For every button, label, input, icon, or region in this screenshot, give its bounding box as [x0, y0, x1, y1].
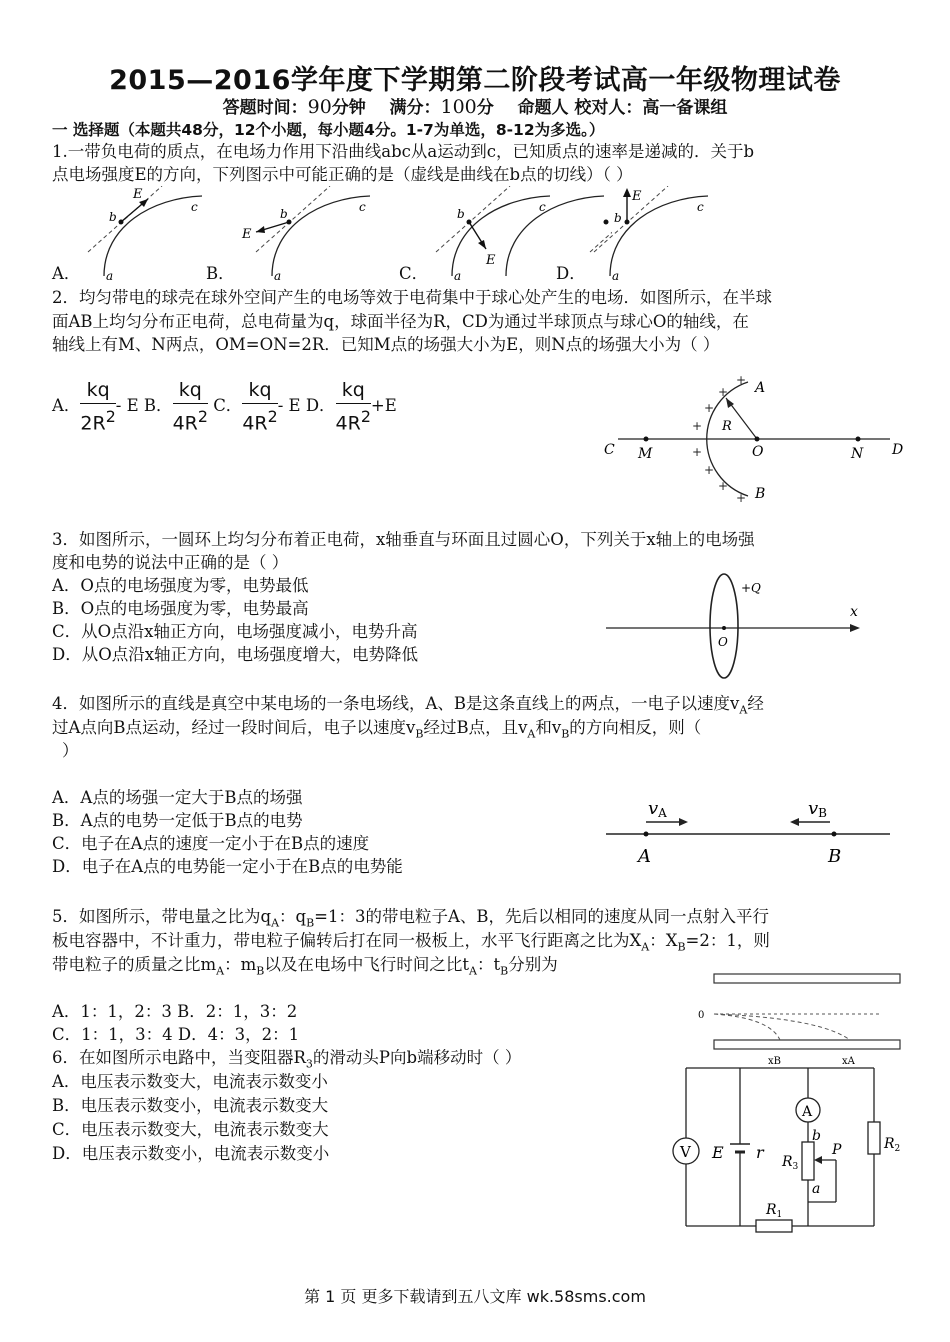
svg-text:+: + [718, 385, 729, 399]
q1d-curve [610, 196, 708, 276]
q1b-label-a: a [274, 269, 282, 283]
q2b-exp: 2 [197, 406, 208, 426]
q3-option-d: D．从O点沿x轴正方向，电场强度增大，电势降低 [52, 645, 419, 664]
q4-line3: ） [62, 741, 79, 760]
q5-s5: A [216, 964, 225, 978]
q2d-num: kq [336, 377, 371, 404]
q5-s1: A [271, 916, 280, 930]
q1-figure-b [241, 186, 370, 283]
svg-text:+: + [718, 479, 729, 493]
q6-label-e: E [712, 1143, 724, 1162]
q2-label-m: M [638, 446, 653, 462]
q2-point-o [755, 437, 760, 442]
q2-label-c: C [604, 442, 615, 458]
q4-vb-arrowhead [790, 818, 799, 826]
q6-label-b: b [812, 1128, 821, 1144]
q1b-label-b: b [280, 207, 288, 221]
q2-option-b-frac [173, 377, 208, 436]
svg-text:+: + [692, 445, 703, 459]
q4-label-a: A [638, 846, 651, 867]
svg-text:+: + [692, 419, 703, 433]
time-unit: 分钟 [331, 98, 366, 118]
q6-circuit [660, 1062, 910, 1242]
time-label: 答题时间： [222, 98, 308, 118]
q4-figure [600, 790, 900, 872]
q4-option-d: D．电子在A点的电势能一定小于在B点的电势能 [52, 857, 403, 876]
q1a-label-b: b [109, 210, 117, 224]
q2-label-b: B [755, 486, 766, 502]
q2-label-d: D [892, 442, 904, 458]
q1-line2: 点电场强度E的方向，下列图示中可能正确的是（虚线是曲线在b点的切线）（ ） [52, 165, 633, 184]
q4-line2-c: 和v [535, 718, 562, 737]
q5-label-o: 0 [698, 1010, 705, 1021]
q6-label-a: a [812, 1181, 821, 1197]
q6-l1a: 6．在如图所示电路中，当变阻器R [52, 1048, 306, 1067]
q1-figures [52, 186, 612, 286]
q2-option-d-label: D． [305, 396, 336, 415]
q1-option-d: D． [556, 264, 586, 283]
q4-line1-sub: A [739, 703, 748, 717]
q1a-label-e: E [133, 187, 143, 202]
q3-line1: 3．如图所示，一圆环上均匀分布着正电荷，x轴垂直与环面且过圆心O，下列关于x轴上的电场强 [52, 530, 755, 549]
q2d-tail: +E [370, 396, 397, 415]
q1-option-b: B． [206, 264, 235, 283]
q5-l3e: 分别为 [508, 955, 558, 974]
q6-option-b: B．电压表示数变小，电流表示数变大 [52, 1096, 329, 1115]
q4-line2-b: 经过B点，且v [423, 718, 528, 737]
q5-s7: A [469, 964, 477, 978]
svg-text:+: + [736, 491, 747, 505]
q5-s3: A [641, 940, 650, 954]
q1d-label-b: b [614, 211, 622, 225]
q2b-num: kq [173, 377, 208, 404]
q4-option-c: C．电子在A点的速度一定小于在B点的速度 [52, 834, 370, 853]
exam-meta [0, 93, 950, 118]
q2-label-a: A [755, 380, 766, 396]
q6-r3 [802, 1142, 814, 1180]
q2d-exp: 2 [360, 406, 371, 426]
q1-figure-d-panel [590, 186, 760, 286]
q1d-tangent [594, 186, 668, 252]
q5-options-ab: A．1：1，2：3 B．2：1，3：2 [52, 1002, 298, 1021]
q1c-label-b: b [457, 207, 465, 221]
q2a-tail: - E [115, 396, 139, 415]
q3-x-arrow [850, 624, 860, 632]
q4-option-a: A．A点的场强一定大于B点的场强 [52, 788, 303, 807]
q5-l3d: ：t [476, 955, 501, 974]
svg-text:+: + [704, 463, 715, 477]
q4-label-vb: vB [808, 798, 827, 820]
svg-text:+: + [704, 401, 715, 415]
q1a-label-a: a [106, 269, 114, 283]
q6-option-c: C．电压表示数变大，电流表示数变大 [52, 1120, 329, 1139]
score-unit: 分 [476, 98, 494, 118]
q2-options [52, 376, 397, 436]
q5-bottom-plate [714, 1040, 900, 1049]
q3-center [722, 626, 726, 630]
q2-figure [600, 372, 910, 507]
q6-l1b: 的滑动头P向b端移动时（ ） [312, 1048, 522, 1067]
q3-label-q: +Q [741, 581, 761, 595]
q2c-num: kq [242, 377, 277, 404]
q1d-e-arrowhead [623, 188, 631, 197]
q5-l1a: 5．如图所示，带电量之比为q [52, 907, 272, 926]
q3-option-a: A．O点的电场强度为零，电势最低 [52, 576, 309, 595]
q2-option-c-label: C． [213, 396, 243, 415]
q5-path-a [714, 1014, 850, 1040]
q1d-label-c: c [697, 200, 704, 214]
q4-label-b: B [828, 846, 842, 867]
q2-line3: 轴线上有M、N两点，OM=ON=2R．已知M点的场强大小为E，则N点的场强大小为（ ） [52, 335, 720, 354]
q2-point-n [856, 437, 861, 442]
q1c-label-a: a [454, 269, 462, 283]
author-label: 命题人 校对人： [517, 98, 643, 118]
q6-voltmeter-label: V [680, 1143, 691, 1161]
q4-line2-sub2: A [527, 727, 536, 741]
q1d-label-e: E [632, 189, 642, 204]
q4-line2 [52, 716, 701, 746]
score-label: 满分： [389, 98, 441, 118]
q5-l3b: ：m [224, 955, 257, 974]
q1d-label-a: a [612, 269, 620, 283]
q1-figure-c [436, 186, 550, 283]
q2c-tail: - E [277, 396, 301, 415]
q2a-den: 2R [80, 412, 106, 435]
q3-label-x: x [850, 604, 858, 620]
q5-l3a: 带电粒子的质量之比m [52, 955, 217, 974]
q1c-label-e: E [486, 253, 496, 268]
svg-text:+: + [736, 373, 747, 387]
q4-line1-b: 经 [747, 694, 764, 713]
score-value: 100 [440, 96, 477, 118]
exam-title: 2015—2016学年度下学期第二阶段考试高一年级物理试卷 [109, 65, 841, 96]
q2a-exp: 2 [105, 406, 116, 426]
q2-option-b-label: B． [143, 396, 173, 415]
q2-option-a-label: A． [52, 396, 81, 415]
q6-label-p: P [832, 1142, 842, 1158]
q5-s6: B [256, 964, 265, 978]
q2-line1: 2．均匀带电的球壳在球外空间产生的电场等效于电荷集中于球心处产生的电场．如图所示，在半球 [52, 288, 772, 307]
q2a-num: kq [80, 377, 115, 404]
q4-line2-sub1: B [415, 727, 424, 741]
q3-figure [600, 570, 870, 682]
q5-l1c: =1：3的带电粒子A、B，先后以相同的速度从同一点射入平行 [314, 907, 770, 926]
q1a-label-c: c [191, 200, 198, 214]
q2c-exp: 2 [267, 406, 278, 426]
q6-label-r3: $R_3$ [782, 1154, 799, 1172]
q5-s4: B [677, 940, 686, 954]
q5-s8: B [500, 964, 509, 978]
q5-label-xa: xA [842, 1056, 855, 1067]
q1b-label-c: c [359, 200, 366, 214]
q2-point-m [644, 437, 649, 442]
q6-label-r: r [756, 1143, 764, 1162]
q6-r2 [868, 1122, 880, 1154]
q2-option-a-frac [80, 377, 115, 436]
q5-l2b: ：X [649, 931, 678, 950]
q4-line2-sub3: B [561, 727, 570, 741]
q2-line2: 面AB上均匀分布正电荷，总电荷量为q，球面半径为R，CD为通过半球顶点与球心O的轴线，在 [52, 312, 749, 331]
q3-option-c: C．从O点沿x轴正方向，电场强度减小，电势升高 [52, 622, 418, 641]
q2-label-n: N [851, 446, 864, 462]
q6-s1: 3 [305, 1057, 313, 1071]
q2-label-o: O [752, 444, 764, 460]
q2d-den: 4R [335, 412, 361, 435]
q6-label-r1: $R_1$ [766, 1202, 783, 1220]
q5-l3c: 以及在电场中飞行时间之比t [264, 955, 469, 974]
q3-line2: 度和电势的说法中正确的是（ ） [52, 553, 289, 572]
q2b-den: 4R [172, 412, 198, 435]
q2-label-r: R [722, 419, 732, 434]
q5-s2: B [306, 916, 315, 930]
q6-label-r2: $R_2$ [884, 1136, 901, 1154]
q2-option-d-frac [336, 377, 371, 436]
q5-figure [690, 968, 905, 1068]
q4-point-b [832, 832, 837, 837]
q2c-den: 4R [242, 412, 268, 435]
q4-label-va: vA [648, 798, 667, 820]
q5-l1b: ：q [279, 907, 307, 926]
q1c-label-c: c [539, 200, 546, 214]
q1-figure-a [88, 186, 202, 283]
q1-option-a: A． [52, 264, 81, 283]
q6-option-a: A．电压表示数变大，电流表示数变小 [52, 1072, 328, 1091]
q5-l2c: =2：1，则 [685, 931, 770, 950]
q5-label-xb: xB [768, 1056, 781, 1067]
time-value: 90 [307, 96, 332, 118]
q5-options-cd: C．1：1，3：4 D．4：3，2：1 [52, 1025, 300, 1044]
q2-option-c-frac [242, 377, 277, 436]
q5-l2a: 板电容器中，不计重力，带电粒子偏转后打在同一极板上，水平飞行距离之比为X [52, 931, 642, 950]
q6-ammeter-label: A [802, 1104, 813, 1120]
q4-option-b: B．A点的电势一定低于B点的电势 [52, 811, 303, 830]
q1-option-c: C． [399, 264, 429, 283]
q3-option-b: B．O点的电场强度为零，电势最高 [52, 599, 309, 618]
q4-point-a [644, 832, 649, 837]
q3-label-o: O [718, 635, 728, 649]
q4-va-arrowhead [679, 818, 688, 826]
q6-slider-arrow [814, 1156, 822, 1164]
q4-line2-a: 过A点向B点运动，经过一段时间后，电子以速度v [52, 718, 416, 737]
q5-path-b [714, 1014, 780, 1040]
q6-r1 [756, 1220, 792, 1232]
author-value: 高一备课组 [642, 98, 728, 118]
page-footer: 第 1 页 更多下载请到五八文库 wk.58sms.com [304, 1287, 646, 1306]
q6-option-d: D．电压表示数变小，电流表示数变小 [52, 1144, 330, 1163]
q4-line2-d: 的方向相反，则（ [569, 718, 702, 737]
q1b-label-e: E [242, 227, 252, 242]
section-title: 一 选择题（本题共48分，12个小题，每小题4分。1-7为单选，8-12为多选。） [52, 121, 605, 139]
q5-top-plate [714, 974, 900, 983]
q5-line3 [52, 953, 558, 983]
q1-line1: 1.一带负电荷的质点，在电场力作用下沿曲线abc从a运动到c，已知质点的速率是递减的．关于b [52, 142, 755, 161]
q4-line1-a: 4．如图所示的直线是真空中某电场的一条电场线，A、B是这条直线上的两点，一电子以速度v [52, 694, 740, 713]
